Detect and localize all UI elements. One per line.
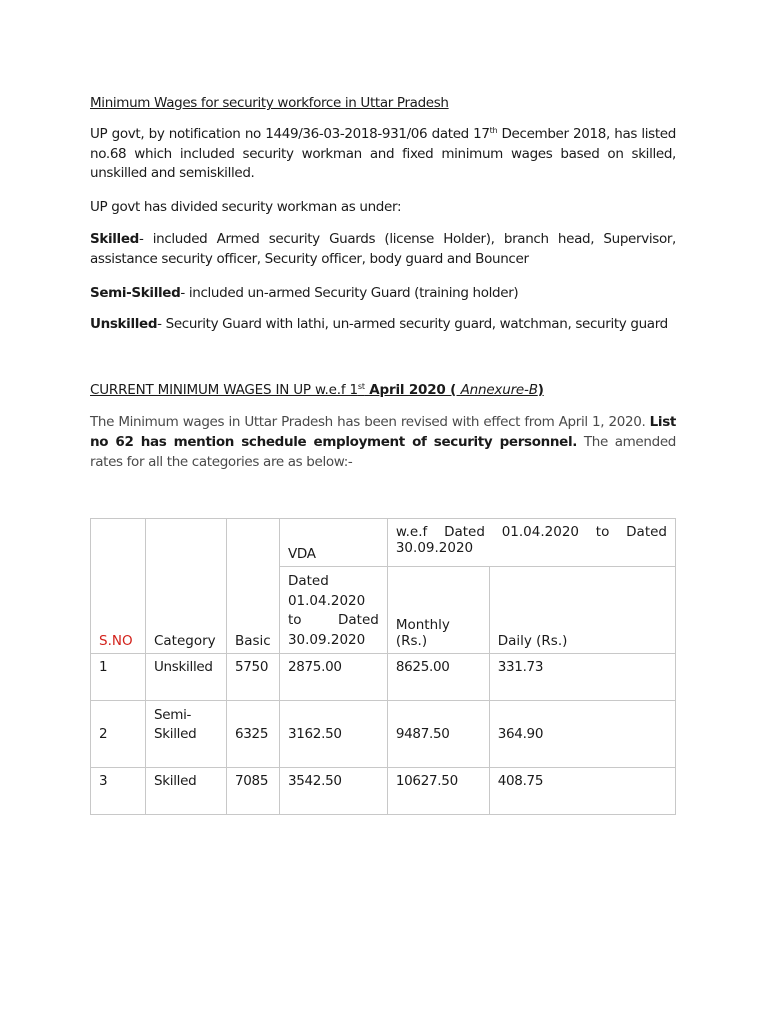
header-daily: Daily (Rs.) (489, 567, 675, 654)
table-row (91, 768, 676, 815)
divided-paragraph: UP govt has divided security workman as under: (90, 199, 402, 215)
header-monthly: Monthly (Rs.) (387, 567, 489, 654)
wages-table (90, 518, 676, 815)
cell-basic: 5750 (226, 654, 279, 701)
cell-daily: 364.90 (489, 701, 675, 768)
cell-daily: 331.73 (489, 654, 675, 701)
document-title: Minimum Wages for security workforce in Uttar Pradesh (90, 95, 449, 111)
semi-skilled-label: Semi-Skilled (90, 285, 181, 301)
cell-sno: 3 (91, 768, 146, 815)
cell-sno: 1 (91, 654, 146, 701)
cell-monthly: 9487.50 (387, 701, 489, 768)
cell-basic: 7085 (226, 768, 279, 815)
table-header-row (91, 519, 676, 567)
header-vda: VDA (279, 519, 387, 567)
cell-basic: 6325 (226, 701, 279, 768)
cell-vda: 3162.50 (279, 701, 387, 768)
semi-skilled-text: - included un-armed Security Guard (training holder) (180, 285, 519, 301)
cell-monthly: 10627.50 (387, 768, 489, 815)
revised-bold-text: List no 62 has mention schedule employment of security personnel. (90, 414, 676, 450)
intro-text-start: UP govt, by notification no 1449/36-03-2018-931/06 dated 17 (90, 126, 490, 142)
cell-vda: 2875.00 (279, 654, 387, 701)
header-category: Category (145, 519, 226, 654)
revised-text-end: The amended rates for all the categories are as below:- (90, 434, 676, 470)
skilled-text: - included Armed security Guards (license Holder), branch head, Supervisor, assistance security officer, Security officer, body guard and Bouncer (90, 231, 676, 267)
cell-daily: 408.75 (489, 768, 675, 815)
cell-category: Unskilled (145, 654, 226, 701)
header-sno: S.NO (91, 519, 146, 654)
cell-sno: 2 (91, 701, 146, 768)
cell-category: Semi-Skilled (145, 701, 226, 768)
unskilled-text: - Security Guard with lathi, un-armed security guard, watchman, security guard (157, 316, 668, 332)
table-row (91, 701, 676, 768)
revised-text-start: The Minimum wages in Uttar Pradesh has been revised with effect from April 1, 2020. (90, 414, 650, 430)
wages-heading (90, 381, 676, 401)
skilled-definition (90, 230, 676, 269)
heading-close: ) (537, 382, 544, 398)
unskilled-definition (90, 315, 676, 335)
semi-skilled-definition (90, 284, 676, 304)
table-row (91, 654, 676, 701)
header-basic: Basic (226, 519, 279, 654)
heading-text-mid: April 2020 ( (364, 382, 461, 398)
cell-vda: 3542.50 (279, 768, 387, 815)
revised-paragraph (90, 412, 676, 472)
heading-superscript: st (357, 382, 365, 391)
unskilled-label: Unskilled (90, 316, 158, 332)
heading-text-start: CURRENT MINIMUM WAGES IN UP w.e.f 1 (90, 382, 358, 398)
skilled-label: Skilled (90, 231, 139, 247)
intro-paragraph (90, 125, 676, 184)
cell-category: Skilled (145, 768, 226, 815)
intro-text-end: December 2018, has listed no.68 which included security workman and fixed minimum wages based on skilled, unskilled and semiskilled. (90, 126, 676, 181)
heading-annexure: Annexure-B (460, 382, 538, 398)
intro-superscript: th (489, 126, 498, 135)
cell-monthly: 8625.00 (387, 654, 489, 701)
header-wef: w.e.f Dated 01.04.2020 to Dated 30.09.2020 (387, 519, 675, 567)
header-vda-dated: Dated 01.04.2020 to Dated 30.09.2020 (279, 567, 387, 654)
